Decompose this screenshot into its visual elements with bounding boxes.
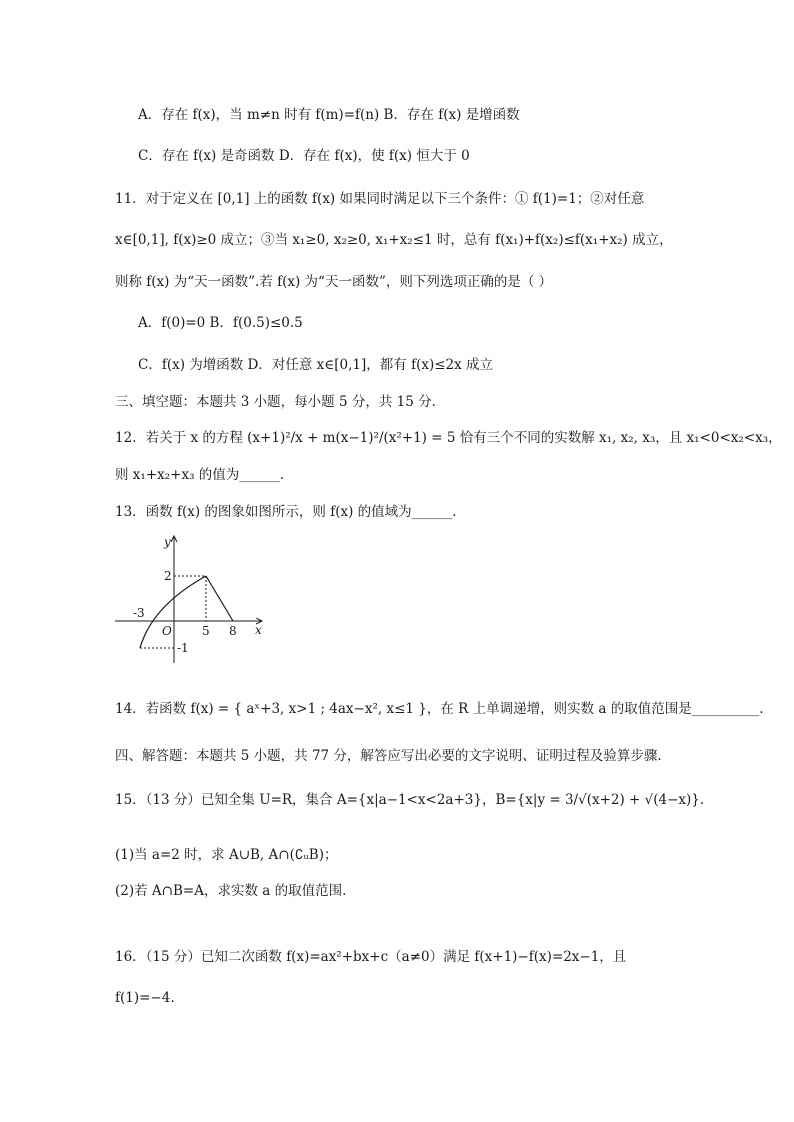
segment-falling bbox=[206, 576, 233, 621]
line-option-c-d: C．存在 f(x) 是奇函数 D．存在 f(x)，使 f(x) 恒大于 0 bbox=[138, 148, 470, 164]
question-16-stem-2: f(1)=−4. bbox=[115, 990, 175, 1006]
question-16-stem-1: 16．（15 分）已知二次函数 f(x)=ax²+bx+c（a≠0）满足 f(x+1)−f(x)=2x−1，且 bbox=[115, 949, 627, 965]
tick-label-8: 8 bbox=[229, 624, 237, 638]
y-axis-label: y bbox=[164, 535, 171, 549]
x-axis-label: x bbox=[255, 623, 262, 637]
question-11-options-cd: C．f(x) 为增函数 D．对任意 x∈[0,1]，都有 f(x)≤2x 成立 bbox=[138, 357, 494, 373]
section-answer-heading: 四、解答题：本题共 5 小题，共 77 分，解答应写出必要的文字说明、证明过程及验算步骤. bbox=[115, 748, 662, 764]
tick-label-2: 2 bbox=[164, 569, 172, 583]
question-15-part-2: (2)若 A∩B=A，求实数 a 的取值范围. bbox=[115, 883, 347, 899]
origin-label: O bbox=[162, 624, 172, 638]
question-15-stem: 15．（13 分）已知全集 U=R，集合 A={x|a−1<x<2a+3}，B={x|y = 3/√(x+2) + √(4−x)}. bbox=[115, 792, 705, 808]
section-fill-in-heading: 三、填空题：本题共 3 小题，每小题 5 分，共 15 分. bbox=[115, 394, 436, 410]
question-14-stem: 14．若函数 f(x) = { aˣ+3, x>1 ; 4ax−x², x≤1 }，在 R 上单调递增，则实数 a 的取值范围是__________. bbox=[115, 701, 764, 717]
tick-label-neg3: -3 bbox=[133, 606, 145, 620]
line-option-a-b: A．存在 f(x)，当 m≠n 时有 f(m)=f(n) B．存在 f(x) 是增函数 bbox=[138, 107, 520, 123]
question-12-stem-1: 12．若关于 x 的方程 (x+1)²/x + m(x−1)²/(x²+1) = 5 恰有三个不同的实数解 x₁, x₂, x₃，且 x₁<0<x₂<x₃， bbox=[115, 430, 782, 446]
question-11-stem-2: x∈[0,1], f(x)≥0 成立；③当 x₁≥0, x₂≥0, x₁+x₂≤1 时，总有 f(x₁)+f(x₂)≤f(x₁+x₂) 成立， bbox=[115, 232, 673, 248]
question-11-stem-3: 则称 f(x) 为“天一函数”.若 f(x) 为“天一函数”，则下列选项正确的是（ ） bbox=[115, 274, 553, 290]
question-11-stem-1: 11．对于定义在 [0,1] 上的函数 f(x) 如果同时满足以下三个条件：① f(1)=1；②对任意 bbox=[115, 191, 645, 207]
question-13-stem: 13．函数 f(x) 的图象如图所示，则 f(x) 的值域为______. bbox=[115, 504, 457, 520]
curve-rising bbox=[140, 576, 206, 648]
question-15-part-1: (1)当 a=2 时，求 A∪B, A∩(∁ᵤB)； bbox=[115, 847, 338, 863]
tick-label-neg1: -1 bbox=[177, 641, 189, 655]
question-12-stem-2: 则 x₁+x₂+x₃ 的值为______. bbox=[115, 467, 285, 483]
function-graph bbox=[110, 528, 280, 668]
tick-label-5: 5 bbox=[202, 624, 210, 638]
question-11-options-ab: A．f(0)=0 B．f(0.5)≤0.5 bbox=[138, 315, 303, 331]
